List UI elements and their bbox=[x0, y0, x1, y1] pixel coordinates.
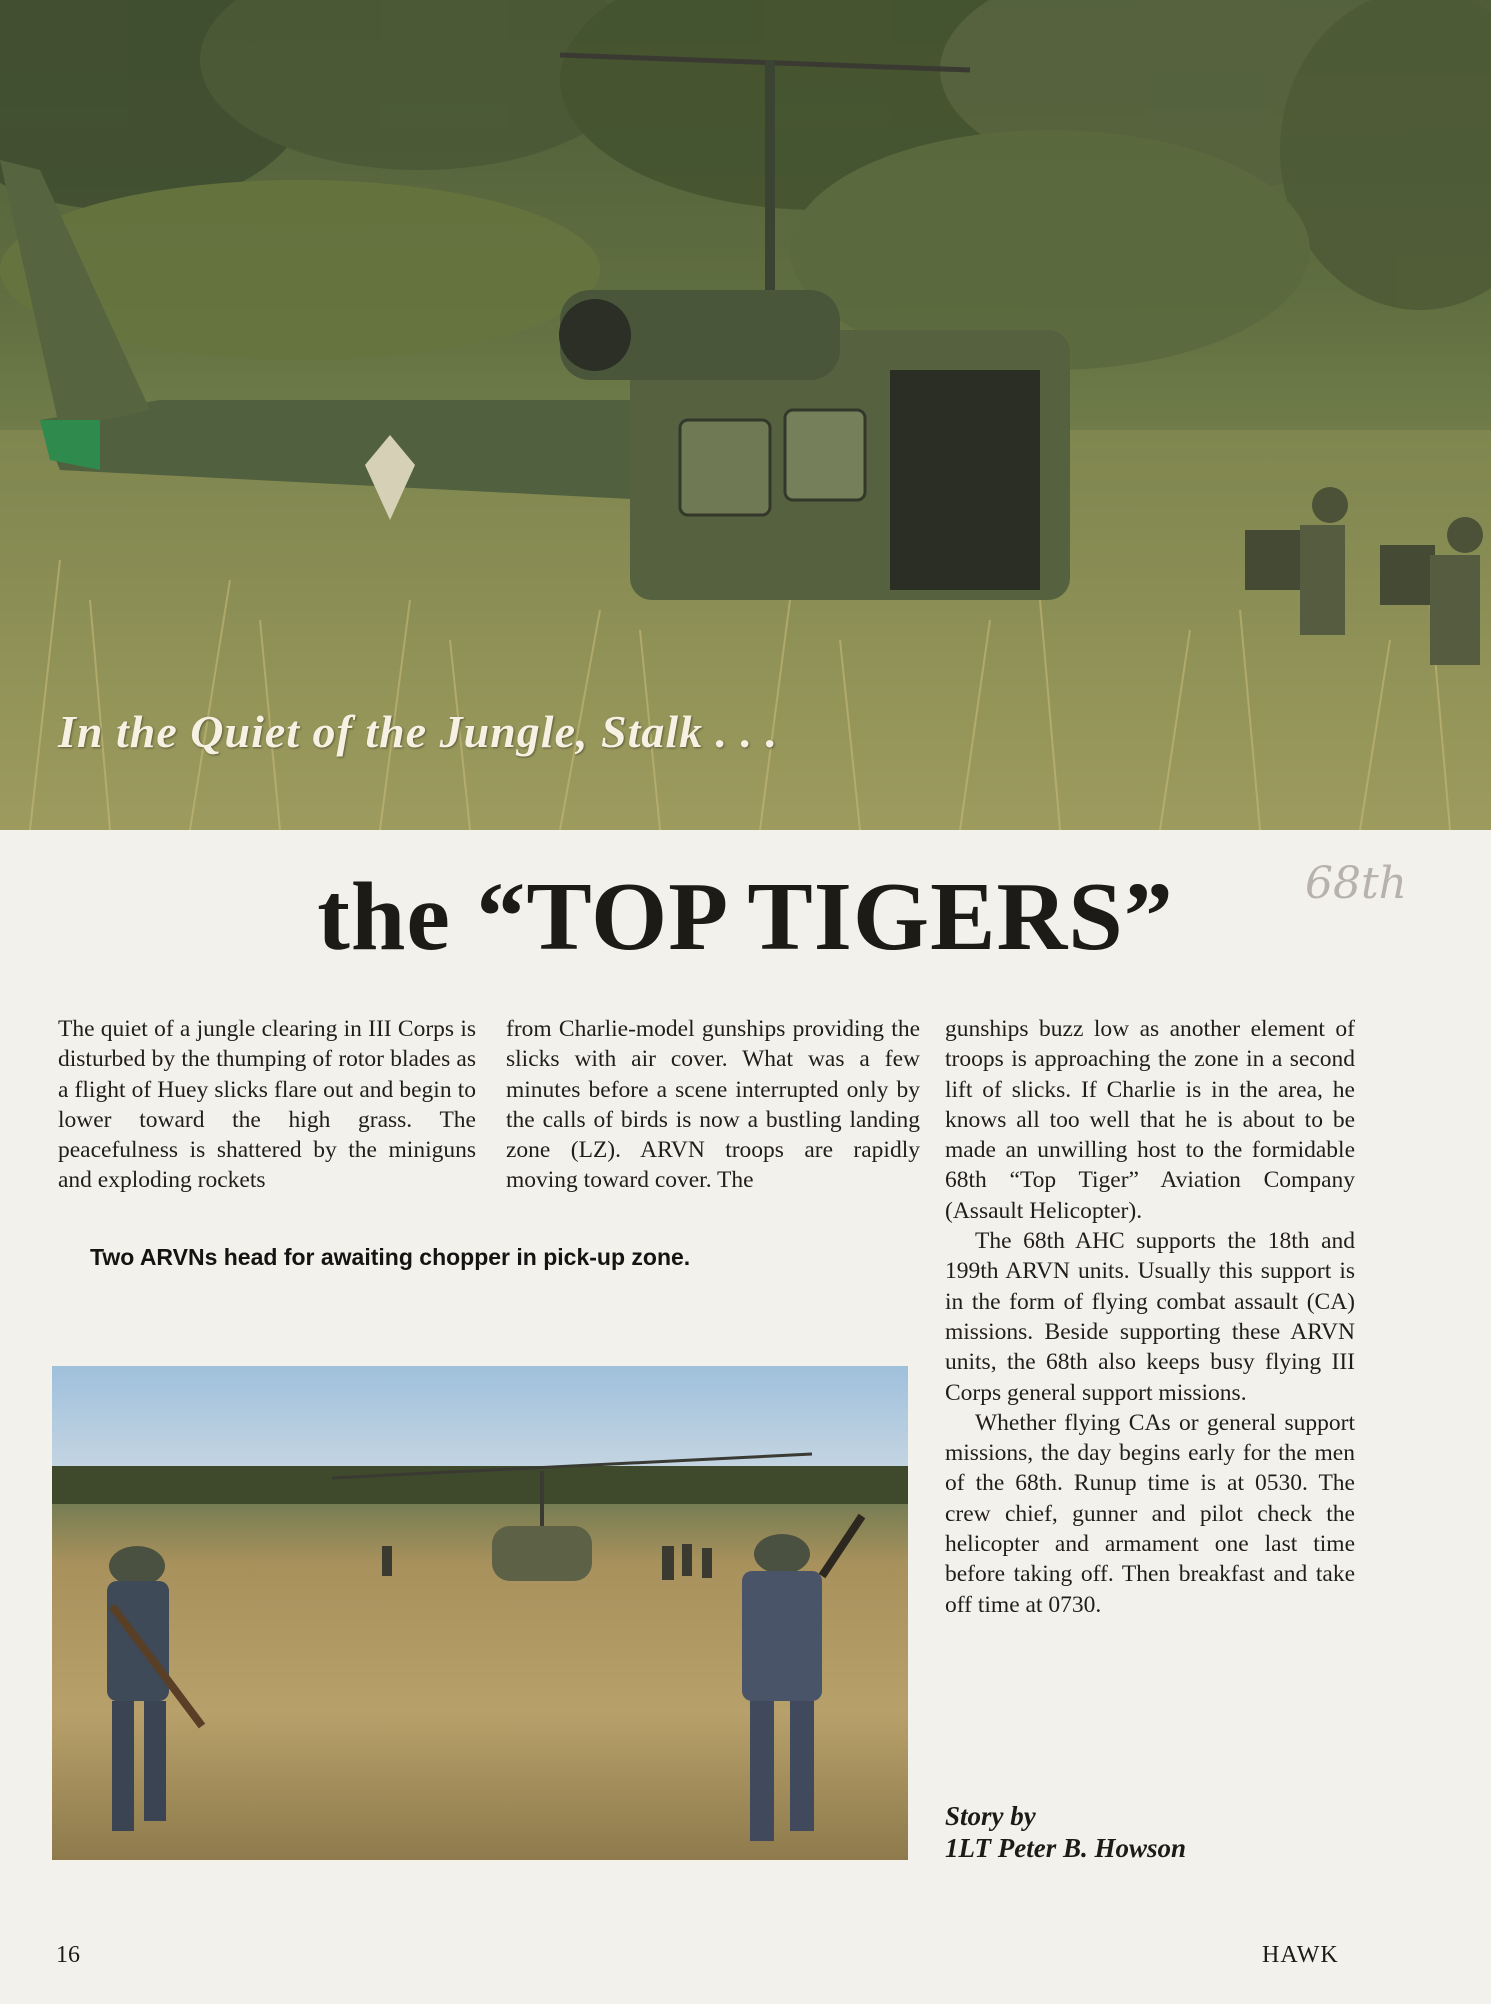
top-photo-caption: In the Quiet of the Jungle, Stalk . . . bbox=[58, 706, 779, 757]
bottom-photo-caption: Two ARVNs head for awaiting chopper in pick-up zone. bbox=[90, 1244, 691, 1270]
right-soldier bbox=[742, 1516, 862, 1841]
column-2-text: from Charlie-model gunships providing the slicks with air cover. What was a few minutes before a scene interrupted only by the calls of birds is now a bustling landing zone (LZ). ARVN troops are rapidly moving toward cover. The bbox=[506, 1016, 920, 1194]
article-column-1 bbox=[58, 1014, 476, 1196]
left-soldier bbox=[107, 1546, 202, 1831]
page-number: 16 bbox=[56, 1942, 80, 1968]
top-photo-helicopter-in-grass bbox=[0, 0, 1491, 830]
column-3-paragraph-1: gunships buzz low as another element of troops is approaching the zone in a second lift of slicks. If Charlie is in the area, he knows all too well that he is about to be made an unwilling host to the formidable 68th “Top Tiger” Aviation Company (Assault Helicopter). bbox=[945, 1016, 1355, 1224]
byline-label: Story by bbox=[945, 1801, 1036, 1831]
byline bbox=[945, 1800, 1186, 1864]
column-1-text: The quiet of a jungle clearing in III Corps is disturbed by the thumping of rotor blades as a flight of Huey slicks flare out and begin to lower toward the high grass. The peacefulness is shattered by the miniguns and exploding rockets bbox=[58, 1016, 476, 1194]
article-column-3 bbox=[945, 1014, 1355, 1620]
bottom-photo-illustration bbox=[52, 1366, 908, 1860]
column-3-paragraph-3: Whether flying CAs or general support missions, the day begins early for the men of the 68th. Runup time is at 0530. The crew chief, gunner and pilot check the helicopter and armament one last time before taking off. Then breakfast and take off time at 0730. bbox=[945, 1409, 1355, 1618]
byline-author: 1LT Peter B. Howson bbox=[945, 1833, 1187, 1863]
article-title: the “TOP TIGERS” bbox=[317, 863, 1174, 971]
article-column-2 bbox=[506, 1014, 920, 1196]
handwritten-note: 68th bbox=[1305, 858, 1408, 909]
bottom-photo-arvn-soldiers bbox=[52, 1366, 908, 1860]
column-3-paragraph-2: The 68th AHC supports the 18th and 199th ARVN units. Usually this support is in the form of flying combat assault (CA) missions. Beside supporting these ARVN units, the 68th also keeps busy flying III Corps general support missions. bbox=[945, 1228, 1355, 1406]
magazine-name: HAWK bbox=[1262, 1942, 1339, 1968]
